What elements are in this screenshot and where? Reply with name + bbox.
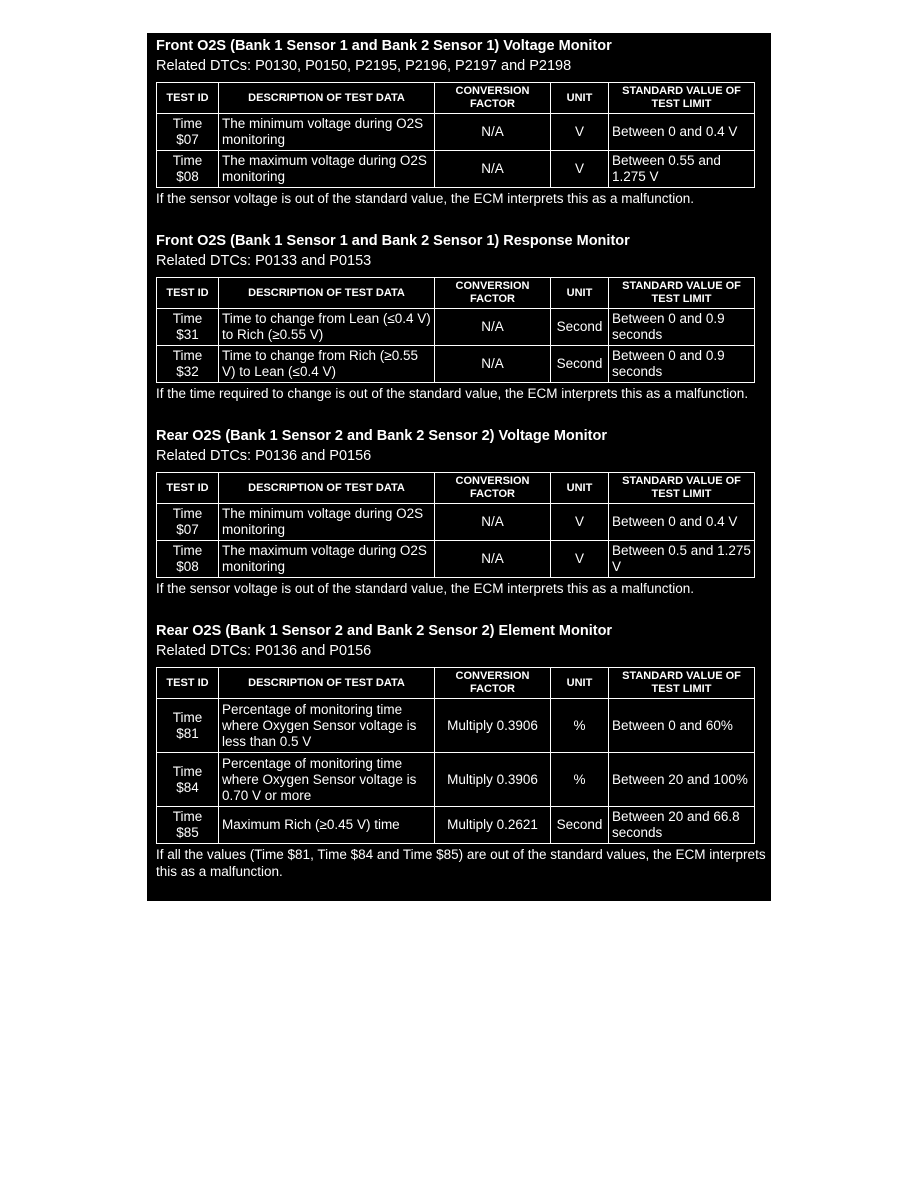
column-header-conversion: CONVERSION FACTOR <box>435 278 551 309</box>
test-id-cell: Time $81 <box>157 699 219 753</box>
table-row <box>157 753 755 807</box>
description-cell: Time to change from Lean (≤0.4 V) to Rich (≥0.55 V) <box>219 309 435 346</box>
section <box>156 621 771 880</box>
related-dtcs: Related DTCs: P0133 and P0153 <box>156 253 372 269</box>
standard-value-cell: Between 0 and 60% <box>609 699 755 753</box>
column-header-standard: STANDARD VALUE OF TEST LIMIT <box>609 83 755 114</box>
conversion-factor-cell: N/A <box>435 151 551 188</box>
column-header-standard: STANDARD VALUE OF TEST LIMIT <box>609 473 755 504</box>
section <box>156 231 771 402</box>
section-spacer <box>156 402 771 426</box>
unit-cell: % <box>551 753 609 807</box>
section <box>156 36 771 207</box>
conversion-factor-cell: N/A <box>435 114 551 151</box>
section-note: If the sensor voltage is out of the standard value, the ECM interprets this as a malfunction. <box>156 581 695 596</box>
section-title: Front O2S (Bank 1 Sensor 1 and Bank 2 Sensor 1) Voltage Monitor <box>156 38 612 54</box>
description-cell: Percentage of monitoring time where Oxygen Sensor voltage is 0.70 V or more <box>219 753 435 807</box>
table-row <box>157 807 755 844</box>
test-data-table <box>156 277 755 383</box>
unit-cell: Second <box>551 309 609 346</box>
standard-value-cell: Between 0.5 and 1.275 V <box>609 541 755 578</box>
column-header-standard: STANDARD VALUE OF TEST LIMIT <box>609 278 755 309</box>
section-title: Rear O2S (Bank 1 Sensor 2 and Bank 2 Sensor 2) Voltage Monitor <box>156 428 607 444</box>
conversion-factor-cell: Multiply 0.2621 <box>435 807 551 844</box>
description-cell: The minimum voltage during O2S monitoring <box>219 504 435 541</box>
test-id-cell: Time $07 <box>157 504 219 541</box>
test-id-cell: Time $85 <box>157 807 219 844</box>
standard-value-cell: Between 0 and 0.9 seconds <box>609 309 755 346</box>
column-header-test_id: TEST ID <box>157 473 219 504</box>
conversion-factor-cell: N/A <box>435 346 551 383</box>
document-panel <box>147 33 771 901</box>
section-note: If the time required to change is out of the standard value, the ECM interprets this as a malfunction. <box>156 386 749 401</box>
column-header-standard: STANDARD VALUE OF TEST LIMIT <box>609 668 755 699</box>
test-data-table <box>156 82 755 188</box>
related-dtcs: Related DTCs: P0136 and P0156 <box>156 448 372 464</box>
unit-cell: V <box>551 504 609 541</box>
conversion-factor-cell: N/A <box>435 504 551 541</box>
table-row <box>157 699 755 753</box>
test-id-cell: Time $08 <box>157 541 219 578</box>
table-header-row <box>157 278 755 309</box>
column-header-conversion: CONVERSION FACTOR <box>435 668 551 699</box>
description-cell: The maximum voltage during O2S monitoring <box>219 541 435 578</box>
table-row <box>157 114 755 151</box>
unit-cell: V <box>551 541 609 578</box>
column-header-unit: UNIT <box>551 473 609 504</box>
related-dtcs: Related DTCs: P0136 and P0156 <box>156 643 372 659</box>
description-cell: The maximum voltage during O2S monitoring <box>219 151 435 188</box>
unit-cell: Second <box>551 346 609 383</box>
section-title: Front O2S (Bank 1 Sensor 1 and Bank 2 Sensor 1) Response Monitor <box>156 233 630 249</box>
test-data-table <box>156 667 755 844</box>
conversion-factor-cell: Multiply 0.3906 <box>435 699 551 753</box>
section <box>156 426 771 597</box>
conversion-factor-cell: Multiply 0.3906 <box>435 753 551 807</box>
section-spacer <box>156 207 771 231</box>
conversion-factor-cell: N/A <box>435 309 551 346</box>
table-header-row <box>157 473 755 504</box>
table-row <box>157 309 755 346</box>
column-header-test_id: TEST ID <box>157 278 219 309</box>
column-header-unit: UNIT <box>551 668 609 699</box>
column-header-test_id: TEST ID <box>157 668 219 699</box>
column-header-unit: UNIT <box>551 83 609 114</box>
unit-cell: Second <box>551 807 609 844</box>
description-cell: Maximum Rich (≥0.45 V) time <box>219 807 435 844</box>
column-header-test_id: TEST ID <box>157 83 219 114</box>
description-cell: Percentage of monitoring time where Oxygen Sensor voltage is less than 0.5 V <box>219 699 435 753</box>
section-note: If the sensor voltage is out of the standard value, the ECM interprets this as a malfunction. <box>156 191 695 206</box>
standard-value-cell: Between 20 and 100% <box>609 753 755 807</box>
standard-value-cell: Between 0 and 0.4 V <box>609 504 755 541</box>
description-cell: The minimum voltage during O2S monitoring <box>219 114 435 151</box>
test-id-cell: Time $07 <box>157 114 219 151</box>
table-header-row <box>157 83 755 114</box>
standard-value-cell: Between 20 and 66.8 seconds <box>609 807 755 844</box>
section-note: If all the values (Time $81, Time $84 and Time $85) are out of the standard values, the ECM interprets this as a malfunction. <box>156 847 766 879</box>
section-title: Rear O2S (Bank 1 Sensor 2 and Bank 2 Sensor 2) Element Monitor <box>156 623 613 639</box>
unit-cell: % <box>551 699 609 753</box>
related-dtcs: Related DTCs: P0130, P0150, P2195, P2196, P2197 and P2198 <box>156 58 572 74</box>
unit-cell: V <box>551 151 609 188</box>
description-cell: Time to change from Rich (≥0.55 V) to Lean (≤0.4 V) <box>219 346 435 383</box>
section-spacer <box>156 597 771 621</box>
column-header-conversion: CONVERSION FACTOR <box>435 473 551 504</box>
test-id-cell: Time $08 <box>157 151 219 188</box>
standard-value-cell: Between 0 and 0.4 V <box>609 114 755 151</box>
standard-value-cell: Between 0 and 0.9 seconds <box>609 346 755 383</box>
conversion-factor-cell: N/A <box>435 541 551 578</box>
test-id-cell: Time $32 <box>157 346 219 383</box>
column-header-description: DESCRIPTION OF TEST DATA <box>219 473 435 504</box>
table-header-row <box>157 668 755 699</box>
test-id-cell: Time $84 <box>157 753 219 807</box>
table-row <box>157 346 755 383</box>
table-row <box>157 541 755 578</box>
column-header-description: DESCRIPTION OF TEST DATA <box>219 278 435 309</box>
table-row <box>157 151 755 188</box>
unit-cell: V <box>551 114 609 151</box>
column-header-description: DESCRIPTION OF TEST DATA <box>219 668 435 699</box>
table-row <box>157 504 755 541</box>
test-id-cell: Time $31 <box>157 309 219 346</box>
standard-value-cell: Between 0.55 and 1.275 V <box>609 151 755 188</box>
column-header-unit: UNIT <box>551 278 609 309</box>
column-header-conversion: CONVERSION FACTOR <box>435 83 551 114</box>
test-data-table <box>156 472 755 578</box>
column-header-description: DESCRIPTION OF TEST DATA <box>219 83 435 114</box>
